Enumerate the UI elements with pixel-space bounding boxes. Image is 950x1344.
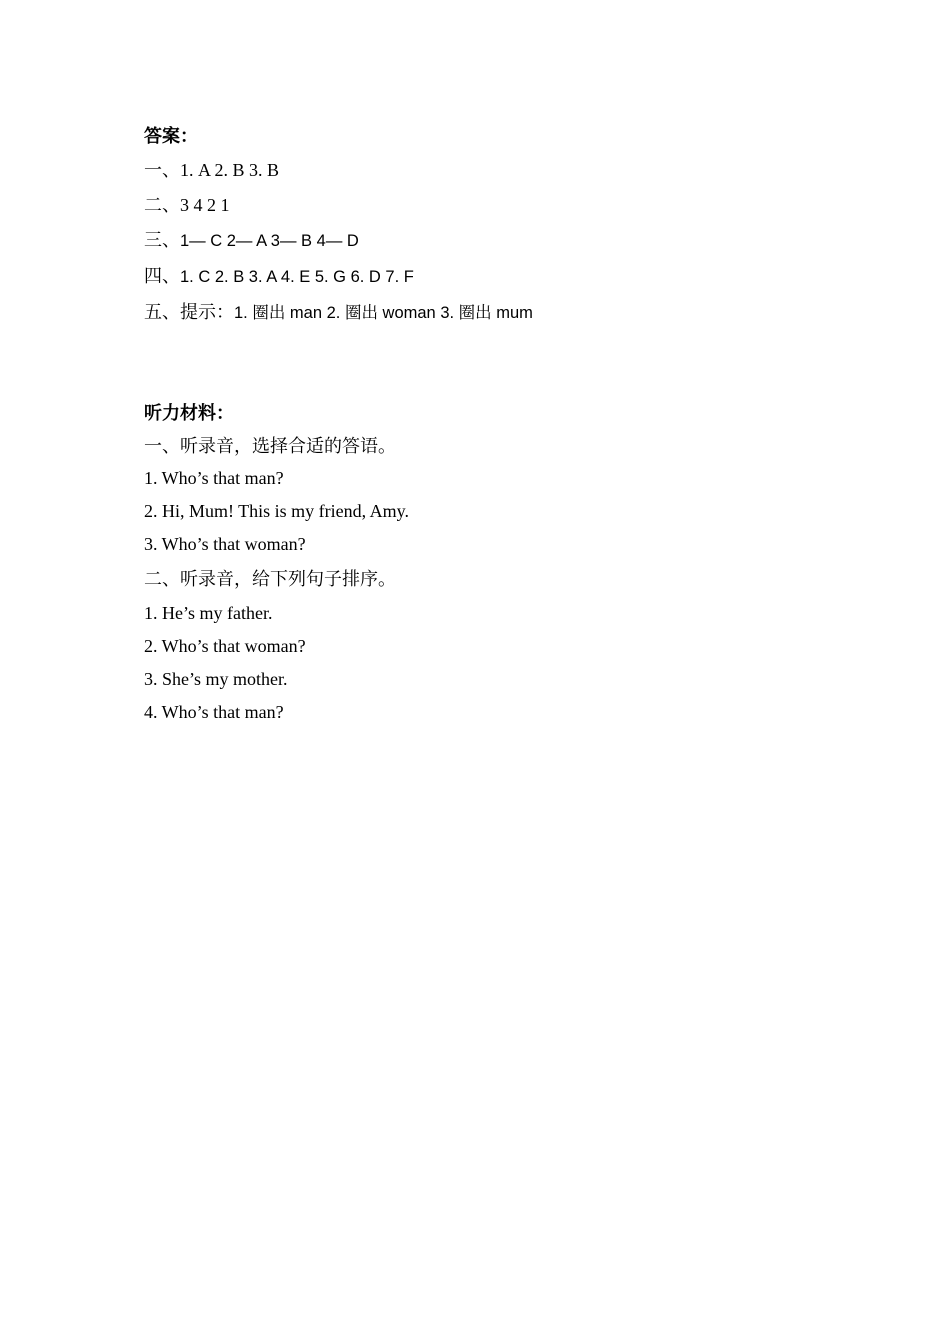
answer-line-2-text: 3 4 2 1 [180,195,230,215]
listening-section-1-title: 一、听录音，选择合适的答语。 [144,436,396,456]
listening-section-2-title: 二、听录音，给下列句子排序。 [144,569,396,589]
listening-heading: 听力材料： [144,403,234,423]
listening-section-1-item-3: 3. Who’s that woman? [144,534,306,554]
answer-line-4-prefix: 四、 [144,266,180,286]
answer-line-1-text: 1. A 2. B 3. B [180,160,280,180]
answers-heading: 答案： [144,126,198,146]
answer-line-5 [144,300,533,325]
answer-line-5-text: 1. 圈出 man 2. 圈出 woman 3. 圈出 mum [234,304,533,322]
listening-section-1-item-2: 2. Hi, Mum! This is my friend, Amy. [144,501,409,521]
answer-line-3-prefix: 三、 [144,230,180,250]
answer-line-4-text: 1. C 2. B 3. A 4. E 5. G 6. D 7. F [180,268,414,286]
answer-line-4 [144,264,414,289]
listening-section-2-item-1: 1. He’s my father. [144,603,273,623]
answer-line-1 [144,158,279,182]
answer-line-3-text: 1— C 2— A 3— B 4— D [180,232,359,250]
listening-section-2-item-4: 4. Who’s that man? [144,702,284,722]
listening-section-1-item-1: 1. Who’s that man? [144,468,284,488]
answer-line-5-prefix: 五、提示： [144,302,234,322]
answer-line-2-prefix: 二、 [144,195,180,215]
answer-line-1-prefix: 一、 [144,160,180,180]
listening-section-2-item-3: 3. She’s my mother. [144,669,288,689]
answer-line-3 [144,228,359,253]
answer-line-2 [144,193,230,217]
listening-section-2-item-2: 2. Who’s that woman? [144,636,306,656]
